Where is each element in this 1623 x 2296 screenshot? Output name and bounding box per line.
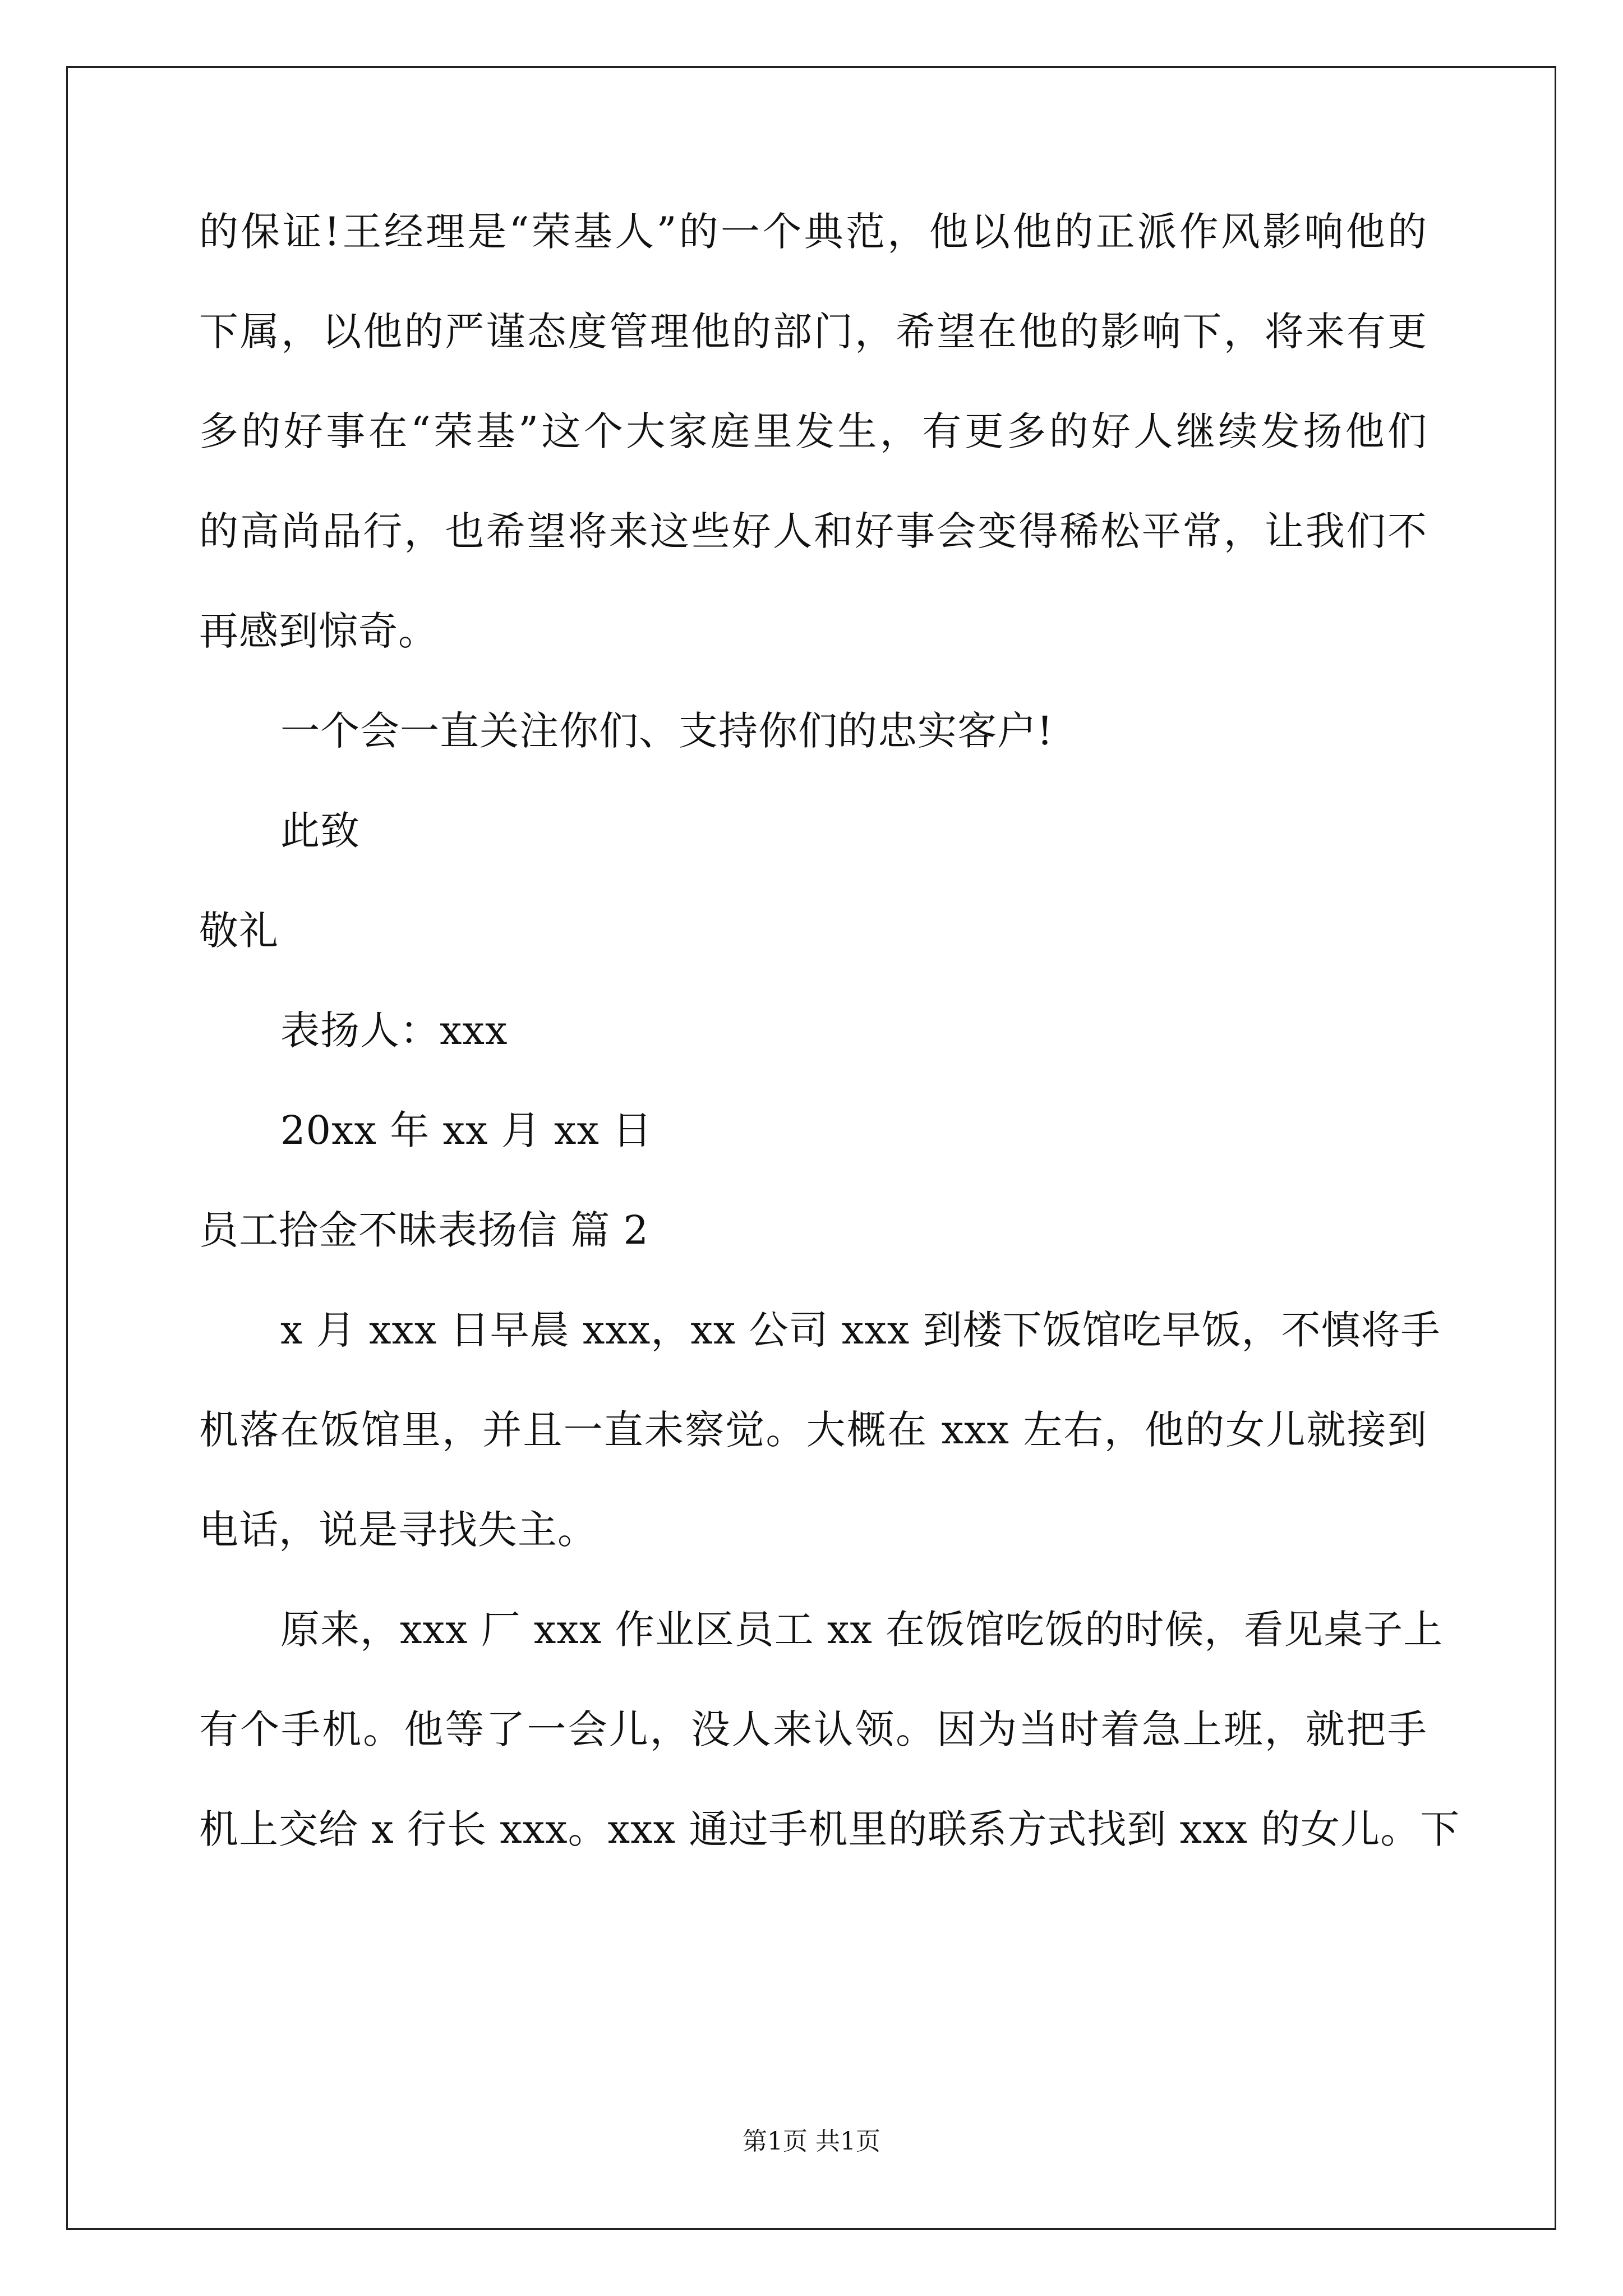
- body-line-16: 有个手机。他等了一会儿，没人来认领。因为当时着急上班，就把手: [199, 1706, 1427, 1752]
- body-line-14: 电话，说是寻找失主。: [199, 1507, 597, 1553]
- section-heading: 员工拾金不昧表扬信 篇 2: [199, 1207, 649, 1253]
- body-line-5: 再感到惊奇。: [199, 608, 438, 654]
- body-line-3: 多的好事在“荣基”这个大家庭里发生，有更多的好人继续发扬他们: [199, 408, 1427, 454]
- body-line-13: 机落在饭馆里，并且一直未察觉。大概在 xxx 左右，他的女儿就接到: [199, 1407, 1427, 1453]
- body-line-2: 下属，以他的严谨态度管理他的部门，希望在他的影响下，将来有更: [199, 309, 1427, 355]
- body-line-15: 原来，xxx 厂 xxx 作业区员工 xx 在饭馆吃饭的时候，看见桌子上: [280, 1607, 1444, 1653]
- salutation-jingli: 敬礼: [199, 908, 279, 954]
- body-line-12: x 月 xxx 日早晨 xxx，xx 公司 xxx 到楼下饭馆吃早饭，不慎将手: [280, 1307, 1441, 1353]
- date-line: 20xx 年 xx 月 xx 日: [280, 1107, 653, 1153]
- body-line-1: 的保证!王经理是“荣基人”的一个典范，他以他的正派作风影响他的: [199, 209, 1427, 255]
- body-line-17: 机上交给 x 行长 xxx。xxx 通过手机里的联系方式找到 xxx 的女儿。下: [199, 1806, 1460, 1852]
- closing-statement: 一个会一直关注你们、支持你们的忠实客户!: [280, 708, 1054, 754]
- page-footer: 第1页 共1页: [743, 2127, 880, 2156]
- salutation-cizhi: 此致: [280, 808, 360, 854]
- body-line-4: 的高尚品行，也希望将来这些好人和好事会变得稀松平常，让我们不: [199, 508, 1427, 554]
- signer: 表扬人：xxx: [280, 1007, 508, 1053]
